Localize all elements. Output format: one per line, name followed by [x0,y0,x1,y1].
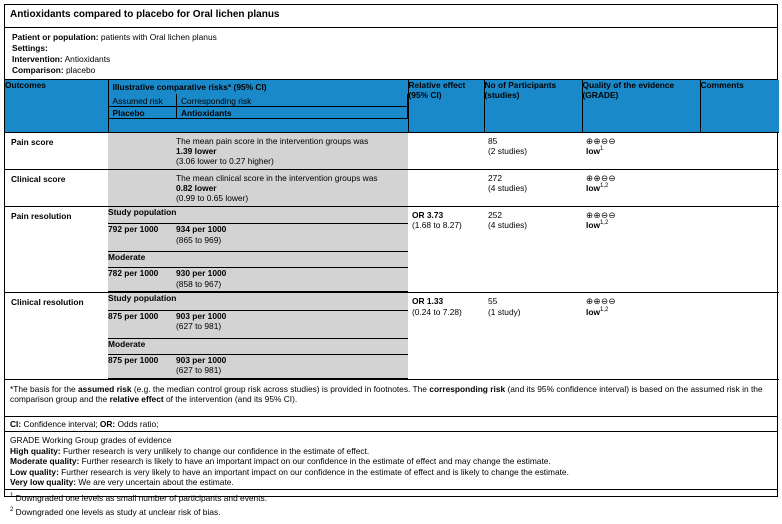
header-comments: Comments [700,80,779,132]
population-line: Patient or population: patients with Oral lichen planus [12,32,217,42]
header-outcomes: Outcomes [5,80,108,132]
effect-description: The mean clinical score in the intervention groups was 0.82 lower (0.99 to 0.65 lower) [108,169,408,206]
results-table [5,80,779,380]
settings-line: Settings: [12,43,48,53]
corresponding-risk-value: 903 per 1000 (627 to 981) [176,310,408,338]
header-corresponding-risk: Corresponding risk [177,94,408,107]
assumed-risk-value: 875 per 1000 [108,310,176,338]
risk-block [108,206,408,293]
participants-cell: 85 (2 studies) [484,132,582,169]
quality-cell: ⊕⊕⊖⊖ low$^{1,2}$ [582,293,700,380]
quality-cell: ⊕⊕⊖⊖ low$^{1,2}$ [582,169,700,206]
effect-description: The mean pain score in the intervention groups was 1.39 lower (3.06 lower to 0.27 higher) [108,132,408,169]
header-relative-effect: Relative effect (95% CI) [408,80,484,132]
note-1: $^1$ Downgraded one levels as small number of participants and events. [10,492,268,503]
table-title: Antioxidants compared to placebo for Oral lichen planus [5,5,777,28]
table-row [5,169,779,206]
outcome-label: Pain resolution [5,206,108,293]
table-row [5,206,779,293]
participants-cell: 252 (4 studies) [484,206,582,293]
header-placebo: Placebo [109,107,177,119]
downgrade-notes [5,490,777,524]
outcome-label: Clinical score [5,169,108,206]
header-row [5,80,779,132]
header-quality: Quality of the evidence (GRADE) [582,80,700,132]
grade-definitions: GRADE Working Group grades of evidence High quality: Further research is very unlikely to change our confidence in the estimate of effect. Moderate quality: Further research is likely to have an important impact on our confidence in the estimate of effect and may change the estimate. Low quality: Further research is very likely to have an important impact on our confidence in the estimate of effect and is likely to change the estimate. Very low quality: We are very uncertain about the estimate. [5,432,777,490]
grade-symbols-icon: ⊕⊕⊖⊖ [586,209,617,220]
outcome-label: Clinical resolution [5,293,108,380]
moderate-label: Moderate [108,338,408,354]
corresponding-risk-value: 903 per 1000 (627 to 981) [176,354,408,378]
grade-symbols-icon: ⊕⊕⊖⊖ [586,296,617,307]
summary-of-findings-table [4,4,778,517]
participants-cell: 272 (4 studies) [484,169,582,206]
study-population-label: Study population [108,293,408,310]
study-population-label: Study population [108,207,408,224]
header-antioxidants: Antioxidants [177,107,408,119]
quality-cell: ⊕⊕⊖⊖ low$^{1,2}$ [582,206,700,293]
pico-block [5,28,777,80]
quality-cell: ⊕⊕⊖⊖ low$^1$ [582,132,700,169]
intervention-line: Intervention: Antioxidants [12,54,111,64]
grade-symbols-icon: ⊕⊕⊖⊖ [586,172,617,183]
assumed-risk-value: 782 per 1000 [108,268,176,292]
table-row [5,132,779,169]
header-assumed-risk: Assumed risk [109,94,177,107]
corresponding-risk-value: 930 per 1000 (858 to 967) [176,268,408,292]
grade-symbols-icon: ⊕⊕⊖⊖ [586,135,617,146]
note-2: $^2$ Downgraded one levels as study at unclear risk of bias. [10,506,221,517]
header-participants: No of Participants (studies) [484,80,582,132]
corresponding-risk-value: 934 per 1000 (865 to 969) [176,224,408,252]
risk-block [108,293,408,380]
assumed-risk-footnote: *The basis for the assumed risk (e.g. the median control group risk across studies) is provided in footnotes. The corresponding risk (and its 95% confidence interval) is based on the assumed risk in the comparison group and the relative effect of the intervention (and its 95% CI). [5,380,777,417]
abbreviations-footnote: CI: Confidence interval; OR: Odds ratio; [5,417,777,432]
participants-cell: 55 (1 study) [484,293,582,380]
header-illustrative: Illustrative comparative risks* (95% CI) Assumed risk Corresponding risk Placebo Antioxidants [108,80,408,132]
relative-effect-cell: OR 1.33 (0.24 to 7.28) [408,293,484,380]
assumed-risk-value: 792 per 1000 [108,224,176,252]
assumed-risk-value: 875 per 1000 [108,354,176,378]
comparison-line: Comparison: placebo [12,65,96,75]
moderate-label: Moderate [108,252,408,268]
relative-effect-cell: OR 3.73 (1.68 to 8.27) [408,206,484,293]
table-row [5,293,779,380]
outcome-label: Pain score [5,132,108,169]
